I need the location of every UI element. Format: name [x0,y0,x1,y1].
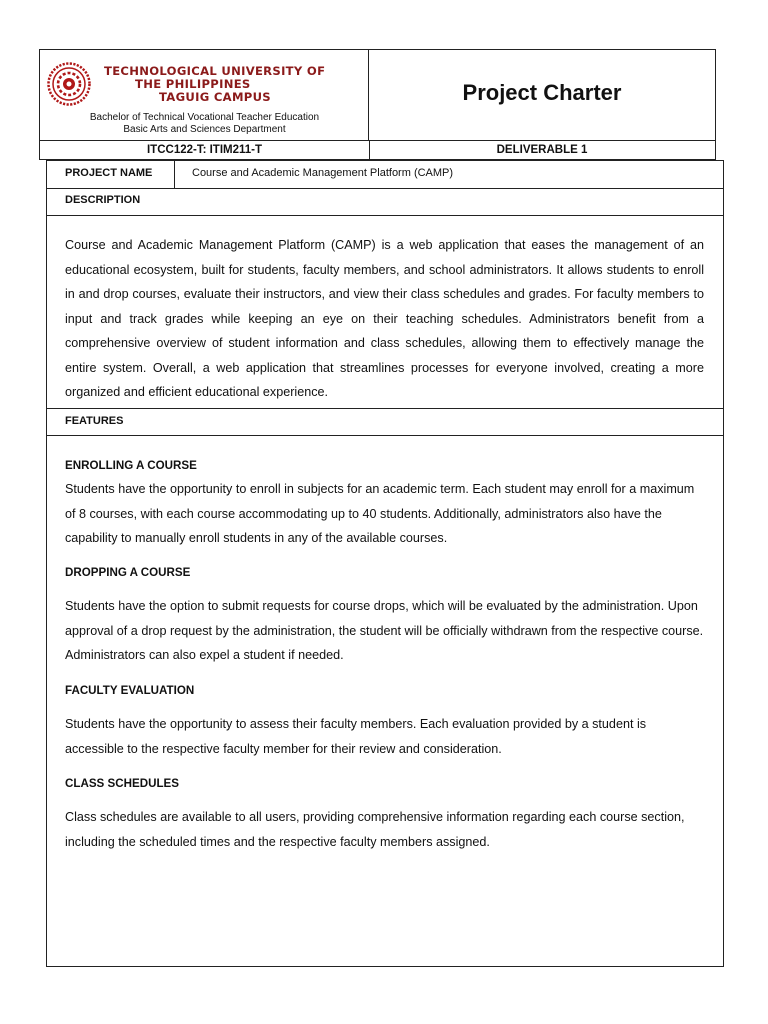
feature-text-dropping: Students have the option to submit requests for course drops, which will be evaluated by the administration. Upon approval of a drop request by the administration, the student will be officially withdrawn from the respective course. Administrators can also expel a student if needed. [65,599,704,662]
feature-text-evaluation: Students have the opportunity to assess their faculty members. Each evaluation provided by a student is accessible to the respective faculty member for their review and consideration. [65,717,647,756]
feature-text-schedules: Class schedules are available to all users, providing comprehensive information regarding each course section, including the scheduled times and the respective faculty members assigned. [65,810,685,849]
header-info-row [40,140,715,159]
university-name [104,65,364,104]
university-line-2: THE PHILIPPINES [135,77,251,91]
row-divider [47,215,723,216]
university-line-3: TAGUIG CAMPUS [159,90,271,104]
description-text: Course and Academic Management Platform (CAMP) is a web application that eases the management of an educational ecosystem, built for students, faculty members, and school administrators. It allows students to enroll in and drop courses, evaluate their instructors, and view their class schedules and grades. For faculty members to input and track grades while keeping an eye on their teaching schedules. Administrators benefit from a comprehensive overview of student information and class schedules, allowing them to effectively manage the entire system. Overall, a web application that streamlines processes for everyone involved, creating a more organized and efficient educational experience. [65,238,704,399]
document-title: Project Charter [462,80,622,105]
description-label: DESCRIPTION [65,194,141,206]
department-name: Basic Arts and Sciences Department [123,124,286,135]
row-divider [47,435,723,436]
charter-body-table [46,160,724,967]
feature-title-schedules: CLASS SCHEDULES [65,777,180,790]
cell-divider [174,161,175,188]
features-label: FEATURES [65,415,124,427]
project-name-label: PROJECT NAME [65,167,153,179]
course-code: ITCC122-T: ITIM211-T [40,141,370,160]
university-seal-icon [47,62,91,106]
document-header [39,49,716,160]
feature-text-enrolling: Students have the opportunity to enroll in subjects for an academic term. Each student may enroll for a maximum of 8 courses, with each course accommodating up to 40 students. Additionally, administrators also have the capability to manually enroll students in any of the available courses. [65,482,695,545]
header-institution-cell [40,50,369,140]
deliverable-label: DELIVERABLE 1 [496,144,588,156]
feature-title-dropping: DROPPING A COURSE [65,566,191,579]
program-name: Bachelor of Technical Vocational Teacher Education [89,112,320,123]
project-name-value: Course and Academic Management Platform (CAMP) [192,167,454,179]
university-line-1: TECHNOLOGICAL UNIVERSITY OF [104,64,326,78]
row-divider [47,188,723,189]
feature-title-enrolling: ENROLLING A COURSE [65,459,197,472]
row-divider [47,408,723,409]
feature-title-evaluation: FACULTY EVALUATION [65,684,195,697]
header-title-cell [369,50,715,140]
